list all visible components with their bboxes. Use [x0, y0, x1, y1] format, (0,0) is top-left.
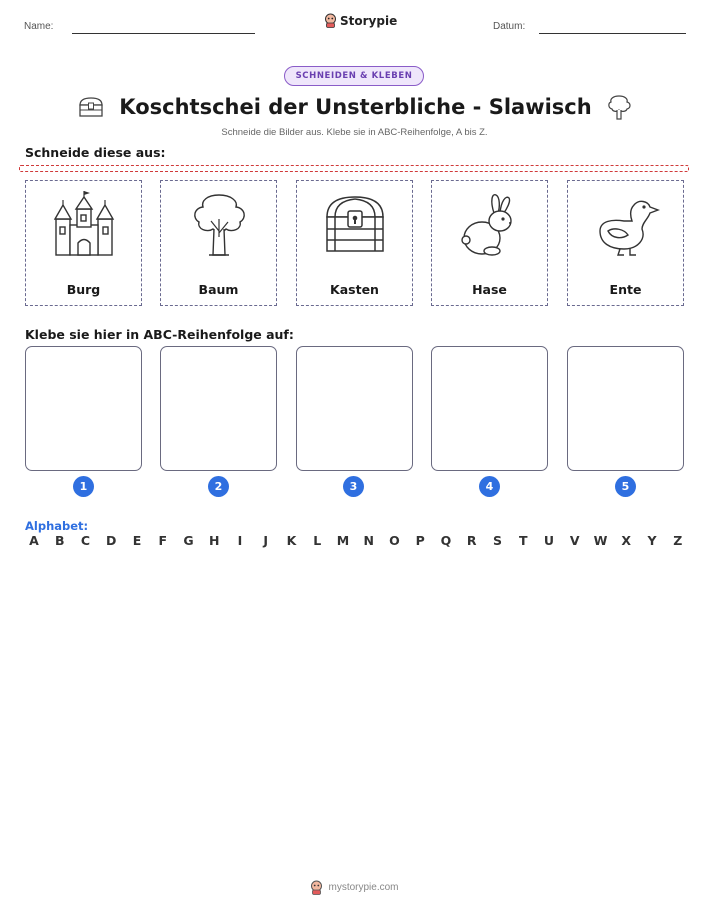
alphabet-letter: P: [415, 533, 425, 548]
alphabet-letter: R: [466, 533, 477, 548]
chest-icon: [77, 96, 105, 118]
alphabet-letter: B: [54, 533, 65, 548]
alphabet-letter: E: [132, 533, 142, 548]
cutout-card-hase[interactable]: [431, 180, 548, 306]
name-label: Name:: [24, 21, 54, 32]
alphabet-letter: C: [80, 533, 91, 548]
paste-slot-2[interactable]: [160, 346, 277, 471]
alphabet-letter: V: [569, 533, 580, 548]
alphabet-letter: H: [209, 533, 220, 548]
paste-heading: Klebe sie hier in ABC-Reihenfolge auf:: [25, 327, 294, 342]
alphabet-letter: Z: [673, 533, 683, 548]
alphabet-letter: A: [29, 533, 39, 548]
cutout-card-kasten[interactable]: [296, 180, 413, 306]
name-line: [72, 33, 255, 34]
alphabet-letter: S: [492, 533, 502, 548]
footer-url[interactable]: mystorypie.com: [328, 882, 399, 893]
paste-slot-3[interactable]: [296, 346, 413, 471]
cut-line: [19, 165, 689, 172]
alphabet-letter: N: [363, 533, 374, 548]
alphabet-row: [26, 533, 686, 551]
cut-heading: Schneide diese aus:: [25, 145, 166, 160]
alphabet-letter: O: [389, 533, 400, 548]
alphabet-letter: U: [543, 533, 555, 548]
storypie-mascot-icon: [324, 13, 337, 28]
alphabet-letter: M: [336, 533, 350, 548]
slot-number-3: 3: [343, 476, 364, 497]
slot-number-4: 4: [479, 476, 500, 497]
brand-logo: [324, 13, 397, 28]
paste-slot-4[interactable]: [431, 346, 548, 471]
alphabet-letter: J: [263, 533, 269, 548]
date-line: [539, 33, 686, 34]
cutout-card-burg[interactable]: [25, 180, 142, 306]
card-label: Ente: [609, 282, 642, 297]
alphabet-letter: G: [183, 533, 194, 548]
slot-number-5: 5: [615, 476, 636, 497]
footer: [0, 880, 709, 895]
castle-icon: [50, 191, 118, 259]
chest-icon: [321, 191, 389, 259]
paste-slot-5[interactable]: [567, 346, 684, 471]
tree-icon: [606, 93, 632, 121]
rabbit-icon: [456, 191, 524, 259]
card-label: Baum: [198, 282, 239, 297]
alphabet-label: Alphabet:: [25, 519, 89, 533]
tree-icon: [185, 191, 253, 259]
alphabet-letter: F: [158, 533, 168, 548]
cutout-card-ente[interactable]: [567, 180, 684, 306]
alphabet-letter: L: [313, 533, 322, 548]
activity-badge: SCHNEIDEN & KLEBEN: [284, 66, 424, 86]
alphabet-letter: W: [593, 533, 608, 548]
card-label: Burg: [66, 282, 101, 297]
card-label: Hase: [472, 282, 507, 297]
brand-name: Storypie: [340, 13, 398, 28]
alphabet-letter: I: [237, 533, 243, 548]
alphabet-letter: X: [621, 533, 632, 548]
slot-number-2: 2: [208, 476, 229, 497]
worksheet-header: [0, 0, 709, 40]
title-row: [0, 90, 709, 124]
alphabet-letter: Q: [440, 533, 452, 548]
paste-slot-1[interactable]: [25, 346, 142, 471]
card-label: Kasten: [330, 282, 379, 297]
page-title: Koschtschei der Unsterbliche - Slawisch: [119, 95, 592, 119]
alphabet-letter: Y: [647, 533, 657, 548]
duck-icon: [592, 191, 660, 259]
alphabet-letter: T: [518, 533, 528, 548]
cutout-card-baum[interactable]: [160, 180, 277, 306]
slot-number-1: 1: [73, 476, 94, 497]
alphabet-letter: K: [286, 533, 297, 548]
alphabet-letter: D: [106, 533, 117, 548]
instructions: Schneide die Bilder aus. Klebe sie in ABC-Reihenfolge, A bis Z.: [221, 127, 488, 138]
date-label: Datum:: [493, 21, 526, 32]
storypie-mascot-icon: [310, 880, 323, 895]
